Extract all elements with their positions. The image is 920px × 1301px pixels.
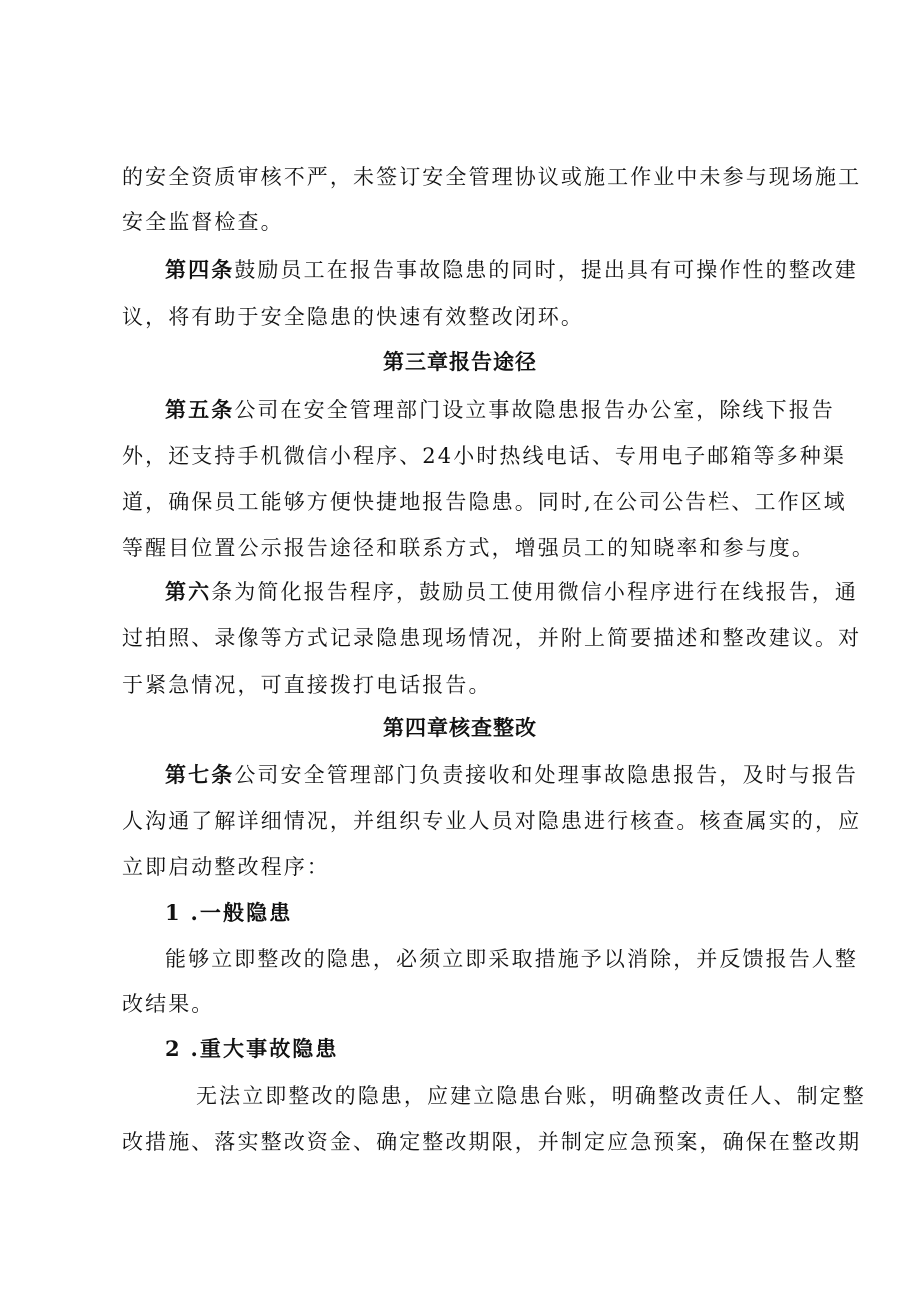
article-7-line-1 — [165, 760, 865, 790]
article-5-line-3 — [122, 487, 847, 517]
list-number: 2 — [165, 1036, 182, 1061]
list-title: .一般隐患 — [190, 900, 293, 925]
text: 等醒目位置公示报告途径和联系方式，增强员工的知晓率和参与度。 — [122, 536, 815, 560]
list-item-1-heading — [165, 898, 865, 928]
item-2-line-2 — [122, 1127, 862, 1157]
item-2-line-1 — [196, 1081, 896, 1111]
article-6-line-3 — [122, 670, 822, 700]
text: 改措施、落实整改资金、确定整改期限，并制定应急预案，确保在整改期 — [122, 1130, 862, 1154]
text: 于紧急情况，可直接拨打电话报告。 — [122, 673, 492, 697]
article-5-line-4 — [122, 533, 822, 563]
text: 安全监督检查。 — [122, 210, 284, 234]
article-7-line-2 — [122, 806, 862, 836]
article-6-line-1 — [165, 577, 865, 607]
chapter-3-heading: 第三章报告途径 — [383, 349, 537, 374]
text: 无法立即整改的隐患，应建立隐患台账，明确整改责任人、制定整 — [196, 1084, 866, 1108]
article-6-line-2 — [122, 623, 862, 653]
article-4-line-1 — [165, 255, 865, 285]
text: 议，将有助于安全隐患的快速有效整改闭环。 — [122, 305, 584, 329]
text: 过拍照、录像等方式记录隐患现场情况，并附上简要描述和整改建议。对 — [122, 626, 862, 650]
list-item-2-heading — [165, 1034, 865, 1064]
text: 人沟通了解详细情况，并组织专业人员对隐患进行核查。核查属实的，应 — [122, 809, 862, 833]
article-7-line-3 — [122, 852, 822, 882]
paragraph-1-line-1 — [122, 162, 862, 192]
text: 外，还支持手机微信小程序、24小时热线电话、专用电子邮箱等多种渠 — [122, 444, 846, 468]
text: 道，确保员工能够方便快捷地报告隐患。同时,在公司公告栏、工作区域 — [122, 490, 847, 514]
text: 的安全资质审核不严，未签订安全管理协议或施工作业中未参与现场施工 — [122, 165, 862, 189]
text: 立即启动整改程序： — [122, 855, 330, 879]
text: 公司在安全管理部门设立事故隐患报告办公室，除线下报告 — [234, 398, 835, 422]
article-5-line-2 — [122, 441, 846, 471]
text: 公司安全管理部门负责接收和处理事故隐患报告，及时与报告 — [234, 763, 859, 787]
article-4-line-2 — [122, 302, 822, 332]
text: 条为简化报告程序，鼓励员工使用微信小程序进行在线报告，通 — [211, 580, 859, 604]
list-number: 1 — [165, 900, 182, 925]
text: 鼓励员工在报告事故隐患的同时，提出具有可操作性的整改建 — [234, 258, 859, 282]
article-label: 第五条 — [165, 397, 235, 422]
text: 改结果。 — [122, 992, 215, 1016]
article-label: 第四条 — [165, 257, 235, 282]
paragraph-1-line-2 — [122, 207, 822, 237]
chapter-4-heading: 第四章核查整改 — [383, 715, 537, 740]
article-label: 第六 — [165, 579, 212, 604]
item-1-line-2 — [122, 989, 822, 1019]
list-title: .重大事故隐患 — [190, 1036, 339, 1061]
item-1-line-1 — [165, 944, 865, 974]
article-5-line-1 — [165, 395, 865, 425]
article-label: 第七条 — [165, 762, 235, 787]
text: 能够立即整改的隐患，必须立即采取措施予以消除，并反馈报告人整 — [165, 947, 858, 971]
